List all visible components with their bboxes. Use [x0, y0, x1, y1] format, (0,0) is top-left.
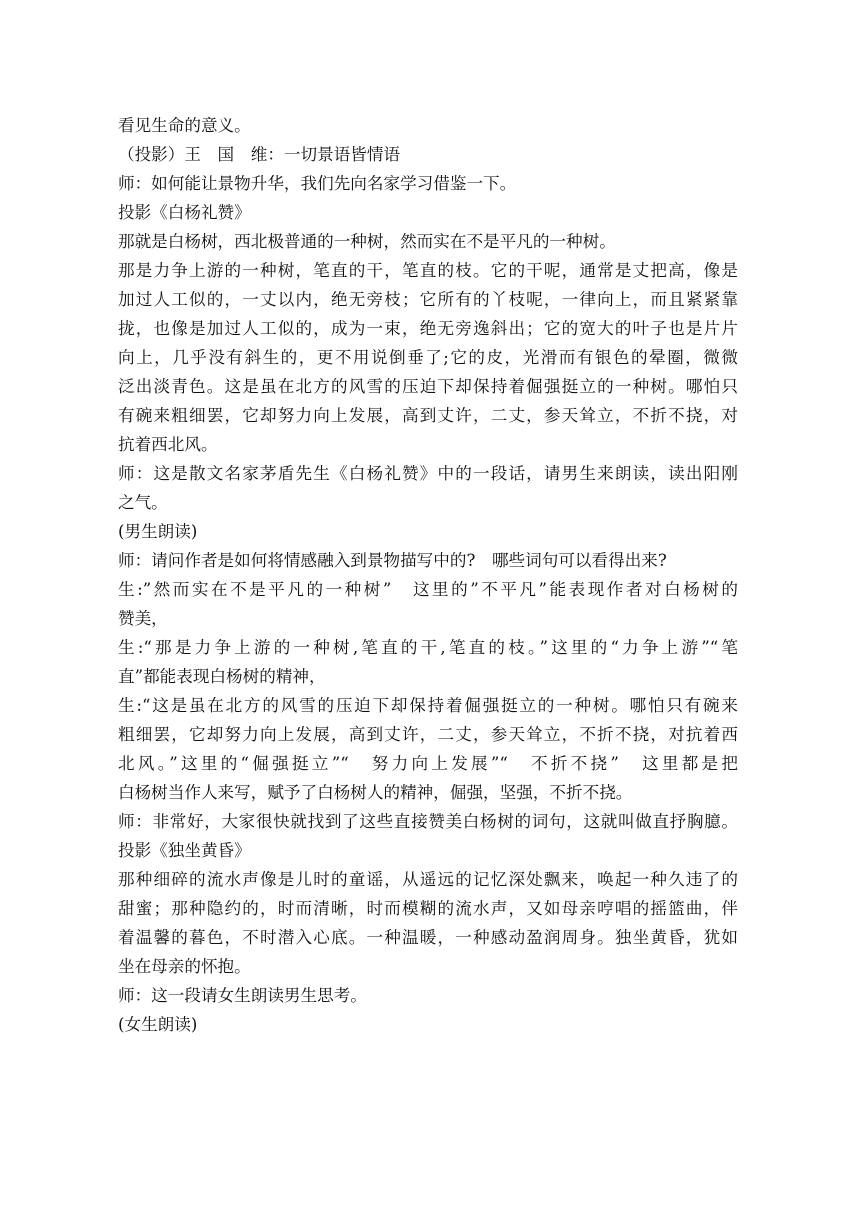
text-line: (女生朗读) [118, 1015, 198, 1034]
text-line: 赞美， [118, 609, 168, 628]
text-line: 抗着西北风。 [118, 435, 218, 454]
text-line: 那种细碎的流水声像是儿时的童谣，从遥远的记忆深处飘来，唤起一种久违了的 [118, 870, 738, 889]
text-line: 投影《白杨礼赞》 [118, 203, 251, 222]
text-line: 师：非常好，大家很快就找到了这些直接赞美白杨树的词句，这就叫做直抒胸臆。 [118, 812, 738, 831]
text-line: 师：这一段请女生朗读男生思考。 [118, 986, 367, 1005]
text-line: 师：这是散文名家茅盾先生《白杨礼赞》中的一段话，请男生来朗读，读出阳刚 [118, 464, 738, 483]
text-line: 白杨树当作人来写，赋予了白杨树人的精神，倔强，坚强，不折不挠。 [118, 783, 633, 802]
text-line: 有碗来粗细罢，它却努力向上发展，高到丈许，二丈，参天耸立，不折不挠，对 [118, 406, 738, 425]
text-line: （投影）王 国 维：一切景语皆情语 [118, 145, 401, 164]
text-line: 直”都能表现白杨树的精神， [118, 667, 326, 686]
text-line: 加过人工似的，一丈以内，绝无旁枝；它所有的丫枝呢，一律向上，而且紧紧靠 [118, 290, 738, 309]
text-line: 向上，几乎没有斜生的，更不用说倒垂了;它的皮，光滑而有银色的晕圈，微微 [118, 348, 738, 367]
text-line: 生:“这是虽在北方的风雪的压迫下却保持着倔强挺立的一种树。哪怕只有碗来 [118, 696, 738, 715]
text-line: 生:“那是力争上游的一种树,笔直的干,笔直的枝。”这里的“力争上游”“笔 [118, 638, 738, 657]
text-line: 拢，也像是加过人工似的，成为一束，绝无旁逸斜出；它的宽大的叶子也是片片 [118, 319, 738, 338]
text-line: 看见生命的意义。 [118, 116, 251, 135]
document-body [118, 111, 738, 1039]
text-line: 生:”然而实在不是平凡的一种树” 这里的”不平凡”能表现作者对白杨树的 [118, 580, 738, 599]
text-line: 北风。”这里的“倔强挺立”“ 努力向上发展”“ 不折不挠” 这里都是把 [118, 754, 738, 773]
text-line: 甜蜜；那种隐约的，时而清晰，时而模糊的流水声，又如母亲哼唱的摇篮曲，伴 [118, 899, 738, 918]
text-line: 那就是白杨树，西北极普通的一种树，然而实在不是平凡的一种树。 [118, 232, 616, 251]
text-line: 师：请问作者是如何将情感融入到景物描写中的? 哪些词句可以看得出来? [118, 551, 667, 570]
text-line: 着温馨的暮色，不时潜入心底。一种温暖，一种感动盈润周身。独坐黄昏，犹如 [118, 928, 738, 947]
text-line: (男生朗读) [118, 522, 198, 541]
text-line: 之气。 [118, 493, 168, 512]
text-line: 师：如何能让景物升华，我们先向名家学习借鉴一下。 [118, 174, 517, 193]
text-line: 那是力争上游的一种树，笔直的干，笔直的枝。它的干呢，通常是丈把高，像是 [118, 261, 738, 280]
text-line: 投影《独坐黄昏》 [118, 841, 251, 860]
text-line: 粗细罢，它却努力向上发展，高到丈许，二丈，参天耸立，不折不挠，对抗着西 [118, 725, 738, 744]
text-line: 泛出淡青色。这是虽在北方的风雪的压迫下却保持着倔强挺立的一种树。哪怕只 [118, 377, 738, 396]
text-line: 坐在母亲的怀抱。 [118, 957, 251, 976]
